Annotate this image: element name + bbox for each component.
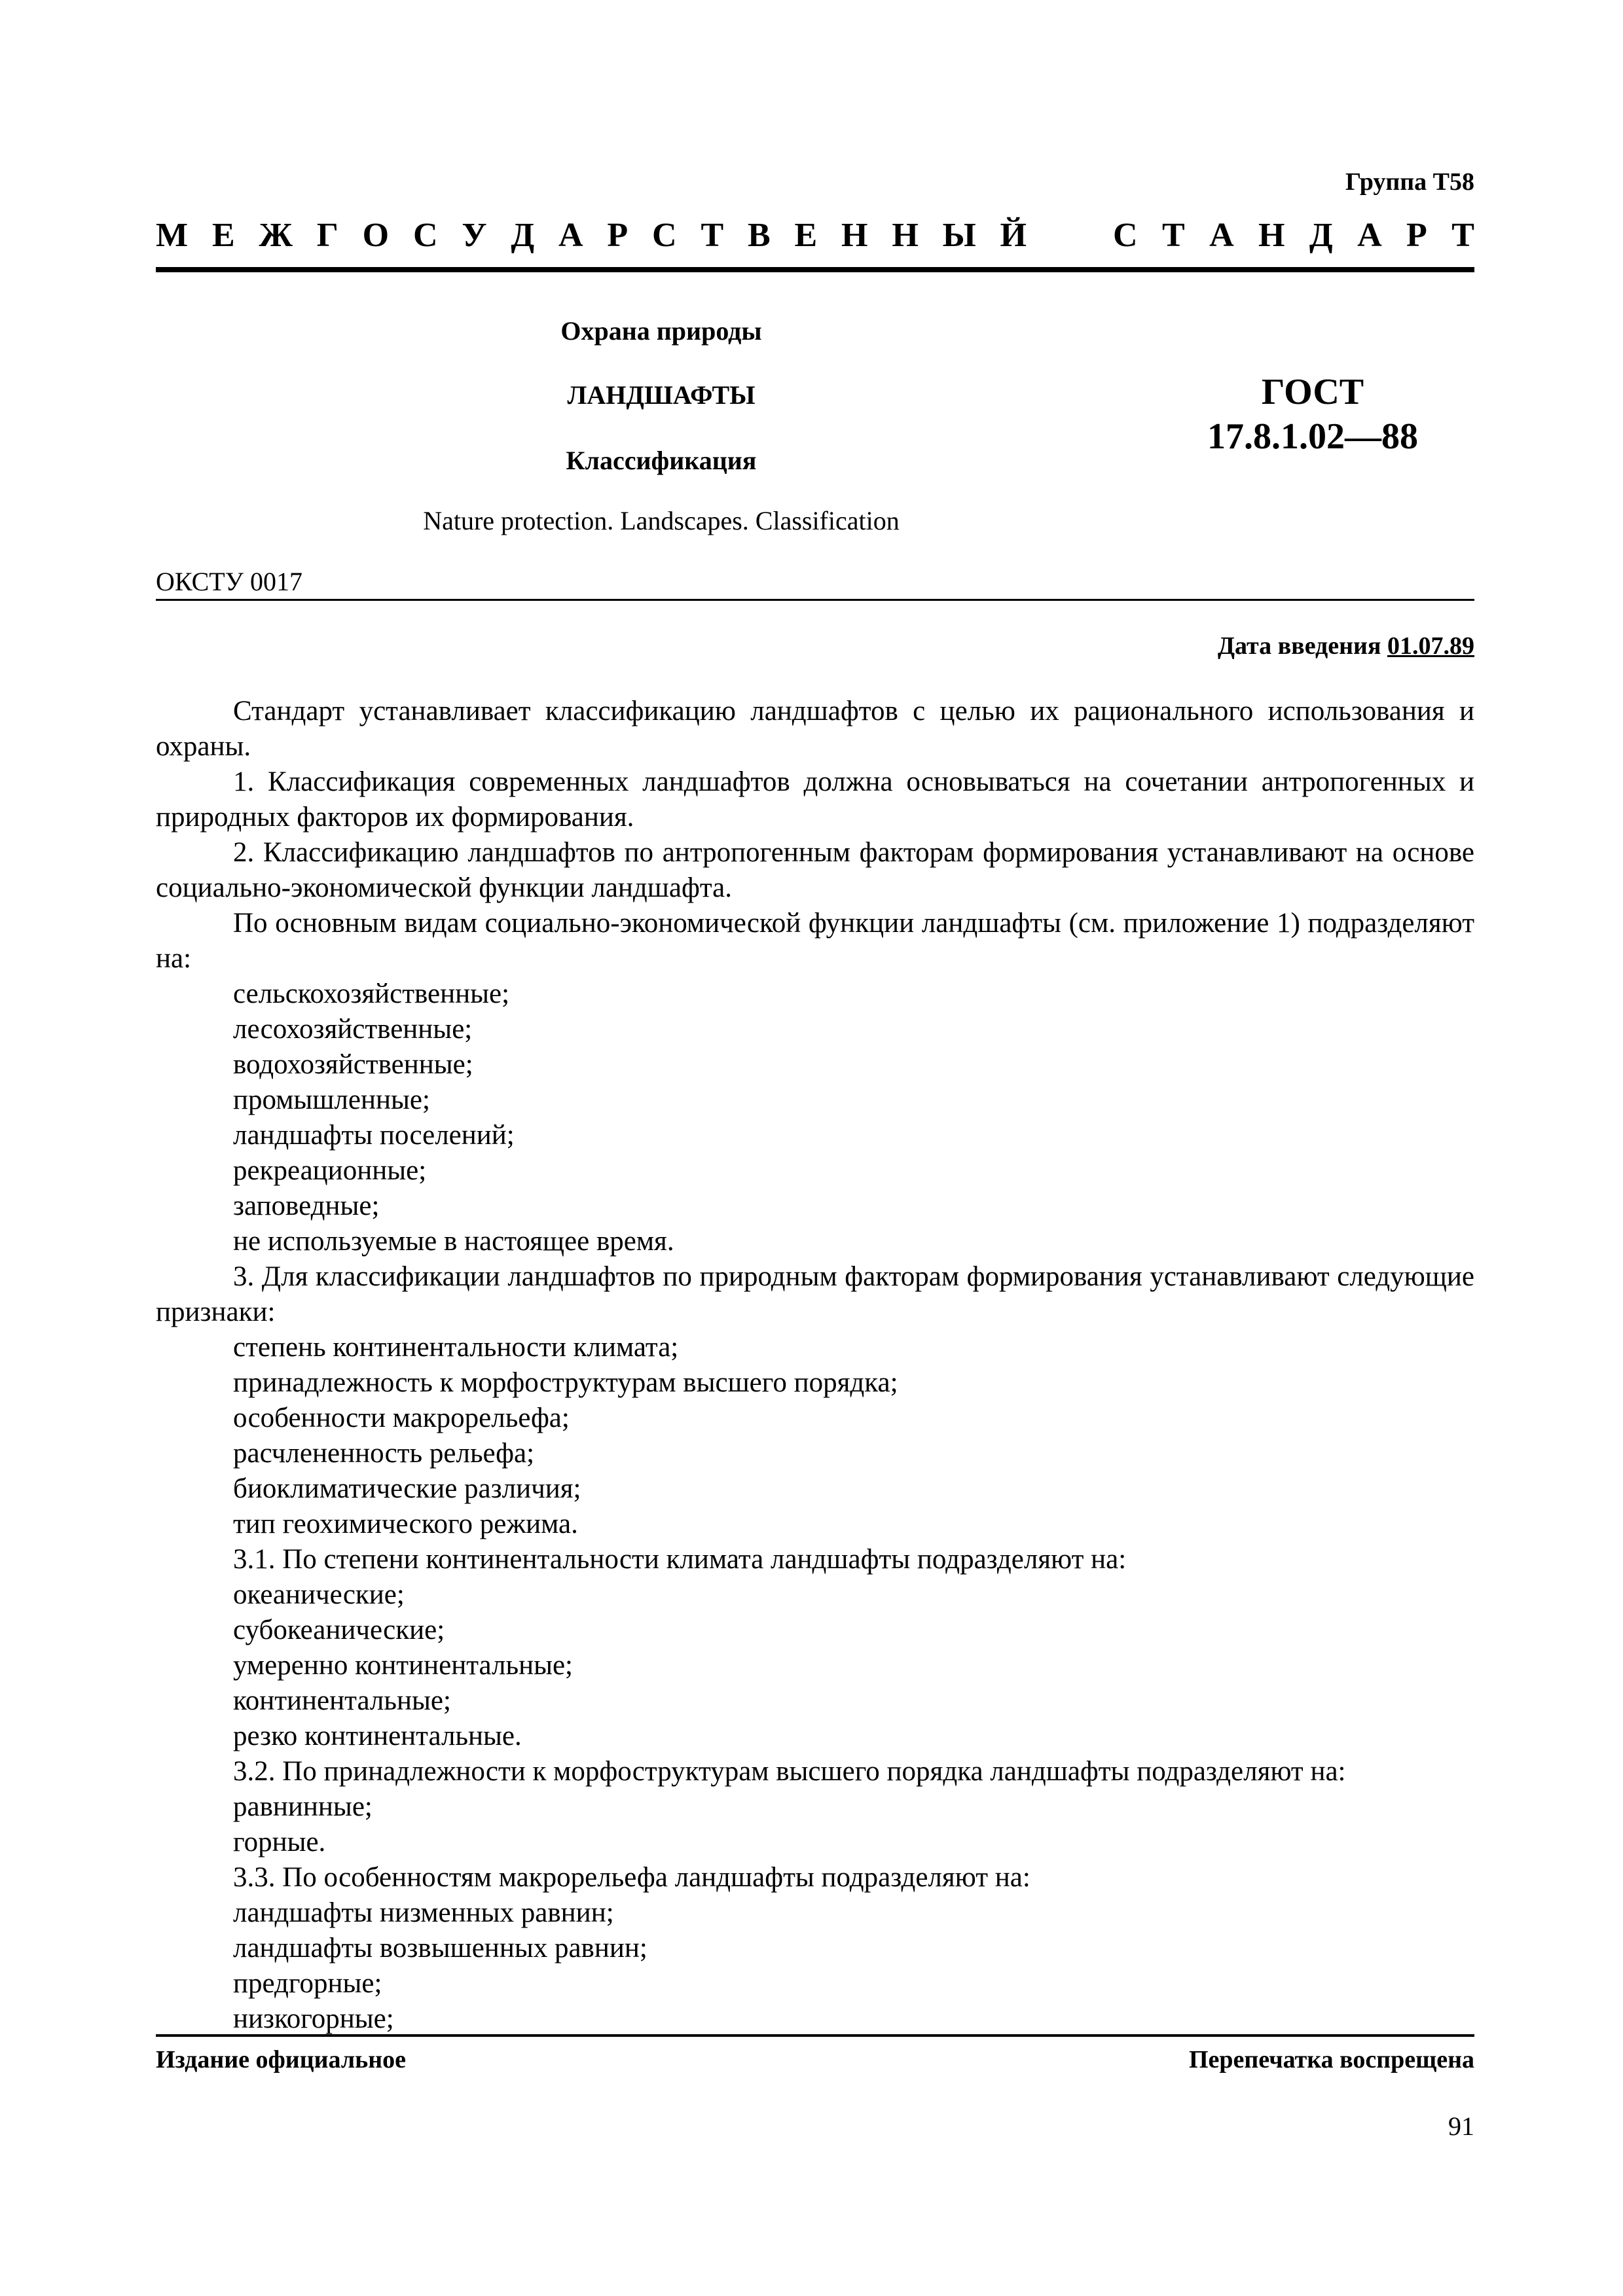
- list-item: рекреационные;: [233, 1155, 427, 1186]
- document-body: [156, 694, 1474, 2037]
- banner-word-interstate: [156, 216, 1027, 255]
- list-natural-factors: [156, 1330, 1474, 1542]
- effective-date-value: 01.07.89: [1387, 632, 1474, 660]
- effective-date-label: Дата введения: [1217, 632, 1381, 660]
- banner-letter: Н: [841, 217, 868, 254]
- list-item: предгорные;: [233, 1968, 382, 1999]
- banner-letter: Д: [1309, 217, 1333, 254]
- effective-date: [1218, 632, 1474, 660]
- list-item: расчлененность рельефа;: [233, 1438, 535, 1469]
- list-socio-economic: [156, 977, 1474, 1259]
- banner-letter: Е: [794, 217, 818, 254]
- group-code: Группа Т58: [1345, 168, 1474, 196]
- standard-banner: [156, 216, 1474, 255]
- clause-3-1: 3.1. По степени континентальности климата ландшафты подразделяют на:: [233, 1544, 1127, 1575]
- okstu-code: ОКСТУ 0017: [156, 567, 303, 596]
- reprint-prohibited: Перепечатка воспрещена: [1188, 2046, 1474, 2073]
- banner-letter: А: [558, 217, 583, 254]
- list-item: субокеанические;: [233, 1615, 445, 1645]
- clause-3: 3. Для классификации ландшафтов по природным факторам формирования устанавливают следующие признаки:: [156, 1261, 1474, 1327]
- banner-letter: Т: [1451, 217, 1474, 254]
- list-item: ландшафты возвышенных равнин;: [233, 1933, 647, 1964]
- list-item: тип геохимического режима.: [233, 1509, 578, 1539]
- banner-letter: М: [156, 217, 189, 254]
- banner-letter: Н: [892, 217, 919, 254]
- footer-rule: [156, 2034, 1474, 2037]
- list-item: равнинные;: [233, 1791, 373, 1822]
- list-continentality: [156, 1577, 1474, 1754]
- clause-2-list-intro: По основным видам социально-экономической функции ландшафты (см. приложение 1) подразделяют на:: [156, 908, 1474, 974]
- list-item: горные.: [233, 1827, 326, 1857]
- clause-3-2: 3.2. По принадлежности к морфоструктурам высшего порядка ландшафты подразделяют на:: [233, 1756, 1346, 1787]
- banner-letter: А: [1357, 217, 1382, 254]
- document-subtitle: Классификация: [566, 446, 757, 475]
- banner-letter: Е: [211, 217, 235, 254]
- list-item: промышленные;: [233, 1085, 430, 1115]
- intro-paragraph: Стандарт устанавливает классификацию ландшафтов с целью их рационального использования и охраны.: [156, 696, 1474, 762]
- okstu-rule: [156, 599, 1474, 601]
- page-number: 91: [1448, 2111, 1474, 2141]
- list-item: резко континентальные.: [233, 1721, 522, 1751]
- list-item: заповедные;: [233, 1191, 380, 1221]
- list-item: ландшафты поселений;: [233, 1120, 515, 1151]
- banner-letter: У: [462, 217, 487, 254]
- list-item: принадлежность к морфоструктурам высшего порядка;: [233, 1367, 898, 1398]
- banner-letter: А: [1209, 217, 1234, 254]
- list-item: лесохозяйственные;: [233, 1014, 473, 1045]
- header-rule: [156, 267, 1474, 272]
- clause-2: 2. Классификацию ландшафтов по антропогенным факторам формирования устанавливают на основе социально-экономической функции ландшафта.: [156, 837, 1474, 903]
- gost-block: [1159, 370, 1467, 459]
- topic-title: Охрана природы: [560, 316, 762, 346]
- list-item: не используемые в настоящее время.: [233, 1226, 674, 1257]
- banner-letter: Р: [1406, 217, 1427, 254]
- document-title: ЛАНДШАФТЫ: [567, 380, 756, 410]
- banner-letter: Р: [607, 217, 629, 254]
- banner-letter: Г: [316, 217, 338, 254]
- list-macrorelief: [156, 1895, 1474, 2037]
- english-title: Nature protection. Landscapes. Classification: [423, 506, 900, 535]
- list-item: ландшафты низменных равнин;: [233, 1897, 614, 1928]
- clause-3-3: 3.3. По особенностям макрорельефа ландшафты подразделяют на:: [233, 1862, 1030, 1893]
- banner-letter: С: [412, 217, 438, 254]
- list-item: особенности макрорельефа;: [233, 1403, 570, 1433]
- list-item: сельскохозяйственные;: [233, 978, 510, 1009]
- list-item: умеренно континентальные;: [233, 1650, 574, 1681]
- gost-number: 17.8.1.02—88: [1207, 416, 1418, 457]
- banner-letter: Н: [1258, 217, 1285, 254]
- banner-letter: Й: [1000, 217, 1027, 254]
- list-morphostructures: [156, 1789, 1474, 1860]
- banner-letter: Ж: [259, 217, 293, 254]
- list-item: степень континентальности климата;: [233, 1332, 679, 1363]
- banner-letter: Ы: [942, 217, 976, 254]
- list-item: океанические;: [233, 1579, 405, 1610]
- official-edition: Издание официальное: [156, 2046, 407, 2073]
- banner-letter: В: [747, 217, 771, 254]
- banner-letter: С: [1113, 217, 1138, 254]
- banner-letter: Т: [1161, 217, 1185, 254]
- banner-letter: Д: [511, 217, 535, 254]
- banner-letter: Т: [701, 217, 724, 254]
- gost-label: ГОСТ: [1261, 372, 1364, 412]
- list-item: биоклиматические различия;: [233, 1473, 581, 1504]
- list-item: низкогорные;: [233, 2003, 394, 2034]
- list-item: водохозяйственные;: [233, 1049, 473, 1080]
- clause-1: 1. Классификация современных ландшафтов должна основываться на сочетании антропогенных и природных факторов их формирования.: [156, 766, 1474, 833]
- banner-letter: О: [362, 217, 390, 254]
- list-item: континентальные;: [233, 1685, 451, 1716]
- banner-letter: С: [652, 217, 677, 254]
- banner-word-standard: [1113, 216, 1474, 255]
